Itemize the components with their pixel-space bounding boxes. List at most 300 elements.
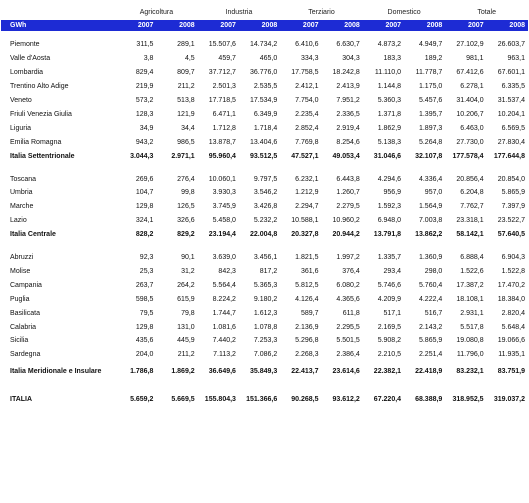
value-cell: 5.458,0 bbox=[212, 217, 236, 225]
spacer-row bbox=[1, 31, 528, 38]
table-body bbox=[1, 31, 528, 408]
value-cell: 1.712,8 bbox=[212, 124, 236, 132]
value-cell: 90.268,5 bbox=[291, 396, 319, 404]
value-cell: 5.659,2 bbox=[130, 396, 154, 404]
grand-total-row bbox=[1, 392, 528, 408]
value-cell: 3.044,3 bbox=[130, 152, 154, 160]
value-cell: 8.224,2 bbox=[212, 295, 236, 303]
value-cell: 5.232,2 bbox=[253, 217, 278, 225]
value-cell: 828,2 bbox=[135, 231, 154, 239]
year-header: 2008 bbox=[156, 20, 197, 31]
value-cell: 17.718,5 bbox=[208, 97, 236, 104]
value-cell: 13.878,7 bbox=[208, 138, 236, 146]
value-cell: 6.443,8 bbox=[336, 175, 360, 183]
year-header-row bbox=[1, 20, 528, 31]
value-cell: 2.413,9 bbox=[336, 83, 360, 91]
sector-header: Domestico bbox=[387, 9, 421, 16]
value-cell: 6.204,8 bbox=[460, 189, 484, 197]
spacer-row bbox=[1, 383, 528, 392]
region-name: Umbria bbox=[10, 189, 33, 197]
value-cell: 6.630,7 bbox=[336, 41, 360, 49]
value-cell: 32.107,8 bbox=[415, 152, 443, 160]
value-cell: 2.235,4 bbox=[295, 110, 319, 118]
spacer-cell bbox=[1, 242, 528, 251]
value-cell: 957,0 bbox=[424, 189, 443, 197]
spacer-cell bbox=[1, 31, 528, 38]
value-cell: 516,7 bbox=[424, 309, 443, 317]
sector-header: Terziario bbox=[308, 9, 335, 16]
value-cell: 6.349,9 bbox=[253, 110, 278, 118]
value-cell: 517,1 bbox=[383, 309, 402, 317]
value-cell: 1.997,2 bbox=[336, 254, 360, 262]
value-cell: 6.278,1 bbox=[460, 83, 484, 91]
value-cell: 376,4 bbox=[342, 268, 360, 276]
value-cell: 435,6 bbox=[135, 337, 154, 345]
table-row bbox=[1, 80, 528, 94]
value-cell: 3.426,8 bbox=[253, 203, 278, 211]
value-cell: 7.086,2 bbox=[253, 351, 278, 359]
region-name: Emilia Romagna bbox=[10, 138, 62, 146]
value-cell: 459,7 bbox=[218, 55, 236, 63]
value-cell: 34,4 bbox=[181, 124, 195, 132]
value-cell: 18.242,8 bbox=[332, 69, 360, 77]
value-cell: 34,9 bbox=[139, 124, 154, 132]
sector-header: Totale bbox=[477, 9, 496, 16]
region-name: Italia Meridionale e Insulare bbox=[10, 368, 102, 376]
value-cell: 2.294,7 bbox=[295, 203, 319, 211]
value-cell: 5.501,5 bbox=[336, 337, 360, 345]
table-row bbox=[1, 278, 528, 292]
table-row bbox=[1, 306, 528, 320]
value-cell: 83.751,9 bbox=[497, 368, 525, 376]
value-cell: 2.820,4 bbox=[501, 309, 525, 317]
region-name: Lombardia bbox=[10, 69, 44, 77]
region-name: Calabria bbox=[10, 323, 37, 331]
value-cell: 19.080,8 bbox=[456, 337, 484, 345]
value-cell: 36.776,0 bbox=[249, 69, 278, 77]
value-cell: 49.053,4 bbox=[332, 152, 360, 160]
value-cell: 11.935,1 bbox=[498, 351, 525, 359]
value-cell: 334,3 bbox=[300, 55, 319, 63]
value-cell: 289,1 bbox=[177, 41, 195, 49]
value-cell: 151.366,6 bbox=[246, 396, 278, 404]
value-cell: 4.126,4 bbox=[295, 295, 319, 303]
value-cell: 2.251,4 bbox=[418, 351, 443, 359]
value-cell: 10.204,1 bbox=[497, 110, 525, 118]
value-cell: 5.865,9 bbox=[501, 189, 525, 197]
table-row bbox=[1, 66, 528, 80]
value-cell: 13.862,2 bbox=[415, 231, 443, 239]
value-cell: 8.254,6 bbox=[336, 138, 360, 146]
value-cell: 20.327,8 bbox=[291, 231, 319, 239]
region-name: ITALIA bbox=[10, 396, 33, 404]
value-cell: 7.754,0 bbox=[295, 97, 319, 104]
value-cell: 1.212,9 bbox=[295, 189, 319, 197]
value-cell: 5.812,5 bbox=[295, 281, 319, 289]
value-cell: 3.456,1 bbox=[253, 254, 278, 262]
value-cell: 5.908,2 bbox=[377, 337, 402, 345]
sector-header: Agricoltura bbox=[139, 9, 174, 16]
year-header: 2007 bbox=[445, 20, 486, 31]
value-cell: 93.612,2 bbox=[332, 396, 360, 404]
region-name: Sardegna bbox=[10, 351, 41, 359]
value-cell: 23.614,6 bbox=[332, 368, 360, 376]
value-cell: 1.360,9 bbox=[418, 254, 443, 262]
value-cell: 17.534,9 bbox=[249, 97, 278, 104]
value-cell: 11.110,0 bbox=[374, 69, 402, 77]
year-header: 2007 bbox=[280, 20, 321, 31]
value-cell: 31,2 bbox=[181, 268, 195, 276]
value-cell: 9.180,2 bbox=[253, 295, 278, 303]
value-cell: 4.949,7 bbox=[418, 41, 443, 49]
value-cell: 4.365,6 bbox=[336, 295, 360, 303]
value-cell: 598,5 bbox=[135, 295, 154, 303]
value-cell: 20.856,4 bbox=[456, 175, 484, 183]
value-cell: 22.413,7 bbox=[291, 368, 319, 376]
region-name: Basilicata bbox=[10, 309, 40, 317]
value-cell: 263,7 bbox=[135, 281, 154, 289]
value-cell: 1.522,8 bbox=[501, 268, 525, 276]
value-cell: 319.037,2 bbox=[493, 396, 525, 404]
table-row bbox=[1, 38, 528, 52]
value-cell: 2.386,4 bbox=[336, 351, 360, 359]
table-row bbox=[1, 52, 528, 66]
value-cell: 189,2 bbox=[424, 55, 443, 63]
region-name: Molise bbox=[10, 268, 31, 276]
value-cell: 276,4 bbox=[177, 175, 195, 183]
value-cell: 269,6 bbox=[135, 175, 154, 183]
region-name: Piemonte bbox=[10, 41, 40, 49]
table-row bbox=[1, 334, 528, 348]
spacer-cell bbox=[1, 163, 528, 172]
value-cell: 445,9 bbox=[177, 337, 195, 345]
value-cell: 23.522,7 bbox=[497, 217, 525, 225]
value-cell: 99,8 bbox=[181, 189, 195, 197]
value-cell: 7.951,2 bbox=[336, 97, 360, 104]
value-cell: 4,5 bbox=[184, 55, 195, 63]
value-cell: 5.517,8 bbox=[460, 323, 484, 331]
value-cell: 18.108,1 bbox=[456, 295, 484, 303]
value-cell: 155.804,3 bbox=[204, 396, 236, 404]
region-name: Veneto bbox=[10, 97, 32, 104]
year-header: 2008 bbox=[487, 20, 528, 31]
table-row bbox=[1, 94, 528, 108]
value-cell: 177.644,8 bbox=[493, 152, 525, 160]
spacer-row bbox=[1, 163, 528, 172]
value-cell: 183,3 bbox=[383, 55, 402, 63]
value-cell: 20.854,0 bbox=[497, 175, 525, 183]
value-cell: 956,9 bbox=[383, 189, 402, 197]
value-cell: 3.745,9 bbox=[212, 203, 236, 211]
value-cell: 4.873,2 bbox=[377, 41, 402, 49]
value-cell: 2.295,5 bbox=[336, 323, 360, 331]
value-cell: 67.412,6 bbox=[456, 69, 484, 77]
region-name: Sicilia bbox=[10, 337, 29, 345]
value-cell: 79,8 bbox=[181, 309, 195, 317]
value-cell: 3.930,3 bbox=[212, 189, 236, 197]
value-cell: 121,9 bbox=[177, 110, 195, 118]
value-cell: 5.648,4 bbox=[501, 323, 525, 331]
value-cell: 7.440,2 bbox=[212, 337, 236, 345]
sector-header: Industria bbox=[225, 9, 253, 16]
region-name: Puglia bbox=[10, 295, 30, 303]
value-cell: 465,0 bbox=[259, 55, 278, 63]
value-cell: 573,2 bbox=[135, 97, 154, 104]
value-cell: 7.769,8 bbox=[295, 138, 319, 146]
value-cell: 2.919,4 bbox=[336, 124, 360, 132]
value-cell: 104,7 bbox=[135, 189, 154, 197]
value-cell: 1.371,8 bbox=[377, 110, 402, 118]
value-cell: 92,3 bbox=[139, 254, 154, 262]
value-cell: 981,1 bbox=[466, 55, 484, 63]
value-cell: 304,3 bbox=[342, 55, 360, 63]
value-cell: 1.821,5 bbox=[295, 254, 319, 262]
value-cell: 513,8 bbox=[177, 97, 195, 104]
value-cell: 1.260,7 bbox=[336, 189, 360, 197]
table-row bbox=[1, 214, 528, 228]
value-cell: 2.210,5 bbox=[377, 351, 402, 359]
value-cell: 943,2 bbox=[135, 138, 154, 146]
value-cell: 1.395,7 bbox=[418, 110, 443, 118]
value-cell: 7.762,7 bbox=[460, 203, 484, 211]
value-cell: 4.294,6 bbox=[377, 175, 402, 183]
value-cell: 14.734,2 bbox=[249, 41, 278, 49]
value-cell: 6.569,5 bbox=[501, 124, 525, 132]
value-cell: 2.279,5 bbox=[336, 203, 360, 211]
value-cell: 129,8 bbox=[135, 203, 154, 211]
value-cell: 4.336,4 bbox=[418, 175, 443, 183]
value-cell: 219,9 bbox=[135, 83, 154, 91]
value-cell: 1.718,4 bbox=[253, 124, 278, 132]
value-cell: 1.592,3 bbox=[377, 203, 402, 211]
value-cell: 7.113,2 bbox=[213, 351, 236, 359]
value-cell: 79,5 bbox=[139, 309, 154, 317]
value-cell: 1.897,3 bbox=[418, 124, 443, 132]
table-row bbox=[1, 265, 528, 279]
value-cell: 1.175,0 bbox=[418, 83, 443, 91]
value-cell: 963,1 bbox=[507, 55, 525, 63]
subtotal-row bbox=[1, 362, 528, 383]
region-name: Trentino Alto Adige bbox=[10, 83, 69, 91]
table-row bbox=[1, 348, 528, 362]
value-cell: 2.336,5 bbox=[336, 110, 360, 118]
year-header: 2007 bbox=[115, 20, 156, 31]
value-cell: 6.410,6 bbox=[295, 41, 319, 49]
value-cell: 31.046,6 bbox=[373, 152, 402, 160]
value-cell: 7.397,9 bbox=[501, 203, 525, 211]
year-header: 2007 bbox=[363, 20, 404, 31]
value-cell: 1.869,2 bbox=[171, 368, 195, 376]
value-cell: 22.382,1 bbox=[373, 368, 402, 376]
table-row bbox=[1, 172, 528, 186]
value-cell: 615,9 bbox=[177, 295, 195, 303]
value-cell: 10.588,1 bbox=[291, 217, 319, 225]
year-header: 2008 bbox=[322, 20, 363, 31]
value-cell: 2.852,4 bbox=[295, 124, 319, 132]
value-cell: 128,3 bbox=[135, 110, 154, 118]
value-cell: 10.206,7 bbox=[456, 110, 484, 118]
value-cell: 13.404,6 bbox=[249, 138, 278, 146]
value-cell: 829,4 bbox=[135, 69, 154, 77]
value-cell: 589,7 bbox=[300, 309, 319, 317]
value-cell: 311,5 bbox=[136, 41, 154, 49]
value-cell: 817,2 bbox=[259, 268, 278, 276]
region-name: Lazio bbox=[10, 217, 27, 225]
region-name: Italia Settentrionale bbox=[10, 152, 75, 160]
value-cell: 1.786,8 bbox=[130, 368, 154, 376]
value-cell: 4.222,4 bbox=[418, 295, 443, 303]
value-cell: 5.264,8 bbox=[418, 138, 443, 146]
value-cell: 1.335,7 bbox=[377, 254, 402, 262]
value-cell: 2.169,5 bbox=[377, 323, 402, 331]
value-cell: 2.931,1 bbox=[460, 309, 484, 317]
value-cell: 68.388,9 bbox=[415, 396, 443, 404]
value-cell: 6.888,4 bbox=[460, 254, 484, 262]
value-cell: 31.404,0 bbox=[456, 97, 484, 104]
value-cell: 1.522,6 bbox=[460, 268, 484, 276]
value-cell: 6.904,3 bbox=[501, 254, 525, 262]
value-cell: 20.944,2 bbox=[332, 231, 360, 239]
value-cell: 17.758,5 bbox=[291, 69, 319, 77]
value-cell: 6.335,5 bbox=[501, 83, 525, 91]
value-cell: 829,2 bbox=[177, 231, 195, 239]
value-cell: 809,7 bbox=[177, 69, 195, 77]
region-name: Toscana bbox=[10, 175, 37, 183]
table-row bbox=[1, 186, 528, 200]
value-cell: 11.796,0 bbox=[456, 351, 484, 359]
value-cell: 986,5 bbox=[177, 138, 195, 146]
value-cell: 2.501,3 bbox=[212, 83, 236, 91]
region-name: Valle d'Aosta bbox=[10, 55, 51, 63]
value-cell: 318.952,5 bbox=[452, 396, 484, 404]
value-cell: 131,0 bbox=[177, 323, 195, 331]
value-cell: 1.744,7 bbox=[212, 309, 236, 317]
value-cell: 7.003,8 bbox=[418, 217, 443, 225]
value-cell: 324,1 bbox=[135, 217, 154, 225]
value-cell: 23.318,1 bbox=[456, 217, 484, 225]
value-cell: 6.471,1 bbox=[212, 110, 236, 118]
value-cell: 7.253,3 bbox=[253, 337, 278, 345]
region-name: Campania bbox=[10, 281, 42, 289]
spacer-cell bbox=[1, 383, 528, 392]
value-cell: 129,8 bbox=[135, 323, 154, 331]
value-cell: 15.507,6 bbox=[208, 41, 236, 49]
value-cell: 17.470,2 bbox=[497, 281, 525, 289]
value-cell: 67.220,4 bbox=[373, 396, 402, 404]
value-cell: 5.865,9 bbox=[418, 337, 443, 345]
value-cell: 2.971,1 bbox=[171, 152, 195, 160]
value-cell: 9.797,5 bbox=[253, 175, 278, 183]
value-cell: 177.578,4 bbox=[452, 152, 484, 160]
value-cell: 11.778,7 bbox=[415, 69, 443, 77]
value-cell: 6.080,2 bbox=[336, 281, 360, 289]
value-cell: 293,4 bbox=[383, 268, 402, 276]
value-cell: 13.791,8 bbox=[373, 231, 402, 239]
value-cell: 27.730,0 bbox=[456, 138, 484, 146]
value-cell: 36.649,6 bbox=[208, 368, 236, 376]
value-cell: 1.078,8 bbox=[253, 323, 278, 331]
value-cell: 126,5 bbox=[177, 203, 195, 211]
value-cell: 361,6 bbox=[300, 268, 319, 276]
value-cell: 5.669,5 bbox=[171, 396, 195, 404]
value-cell: 5.457,6 bbox=[418, 97, 443, 104]
value-cell: 10.060,1 bbox=[208, 175, 236, 183]
value-cell: 58.142,1 bbox=[456, 231, 484, 239]
value-cell: 611,8 bbox=[342, 309, 360, 317]
value-cell: 5.365,3 bbox=[253, 281, 278, 289]
value-cell: 6.463,0 bbox=[460, 124, 484, 132]
value-cell: 23.194,4 bbox=[208, 231, 236, 239]
value-cell: 204,0 bbox=[135, 351, 154, 359]
subtotal-row bbox=[1, 149, 528, 163]
year-header: 2008 bbox=[239, 20, 280, 31]
value-cell: 47.527,1 bbox=[291, 152, 319, 160]
value-cell: 3.639,0 bbox=[212, 254, 236, 262]
value-cell: 22.004,8 bbox=[249, 231, 278, 239]
value-cell: 211,2 bbox=[177, 351, 195, 359]
value-cell: 31.537,4 bbox=[497, 97, 525, 104]
value-cell: 2.143,2 bbox=[418, 323, 443, 331]
value-cell: 4.209,9 bbox=[377, 295, 402, 303]
value-cell: 1.612,3 bbox=[253, 309, 278, 317]
value-cell: 17.387,2 bbox=[456, 281, 484, 289]
value-cell: 211,2 bbox=[177, 83, 195, 91]
region-name: Abruzzi bbox=[10, 254, 34, 262]
table-row bbox=[1, 107, 528, 121]
value-cell: 842,3 bbox=[218, 268, 236, 276]
value-cell: 2.136,9 bbox=[295, 323, 319, 331]
value-cell: 10.960,2 bbox=[332, 217, 360, 225]
value-cell: 27.102,9 bbox=[456, 41, 484, 49]
table-row bbox=[1, 121, 528, 135]
table-row bbox=[1, 251, 528, 265]
value-cell: 2.535,5 bbox=[253, 83, 278, 91]
value-cell: 1.081,6 bbox=[212, 323, 236, 331]
region-name: Marche bbox=[10, 203, 34, 211]
table-row bbox=[1, 135, 528, 149]
unit-label: GWh bbox=[1, 20, 115, 31]
value-cell: 27.830,4 bbox=[497, 138, 525, 146]
value-cell: 5.760,4 bbox=[418, 281, 443, 289]
value-cell: 1.564,9 bbox=[418, 203, 443, 211]
value-cell: 326,6 bbox=[177, 217, 195, 225]
table-row bbox=[1, 292, 528, 306]
value-cell: 26.603,7 bbox=[497, 41, 525, 49]
value-cell: 6.948,0 bbox=[377, 217, 402, 225]
year-header: 2007 bbox=[198, 20, 239, 31]
region-name: Italia Centrale bbox=[10, 231, 56, 239]
value-cell: 298,0 bbox=[424, 268, 443, 276]
value-cell: 57.640,5 bbox=[497, 231, 525, 239]
value-cell: 3.546,2 bbox=[253, 189, 278, 197]
value-cell: 90,1 bbox=[181, 254, 195, 262]
value-cell: 18.384,0 bbox=[497, 295, 525, 303]
value-cell: 3,8 bbox=[143, 55, 154, 63]
table-row bbox=[1, 200, 528, 214]
year-header: 2008 bbox=[404, 20, 445, 31]
value-cell: 83.232,1 bbox=[456, 368, 484, 376]
value-cell: 95.960,4 bbox=[208, 152, 236, 160]
value-cell: 5.296,8 bbox=[295, 337, 319, 345]
value-cell: 264,2 bbox=[177, 281, 195, 289]
consumption-table bbox=[1, 5, 528, 408]
value-cell: 35.849,3 bbox=[249, 368, 278, 376]
value-cell: 93.512,5 bbox=[249, 152, 278, 160]
value-cell: 19.066,6 bbox=[497, 337, 525, 345]
value-cell: 1.862,9 bbox=[377, 124, 402, 132]
region-name: Liguria bbox=[10, 124, 32, 132]
value-cell: 37.712,7 bbox=[208, 69, 236, 77]
